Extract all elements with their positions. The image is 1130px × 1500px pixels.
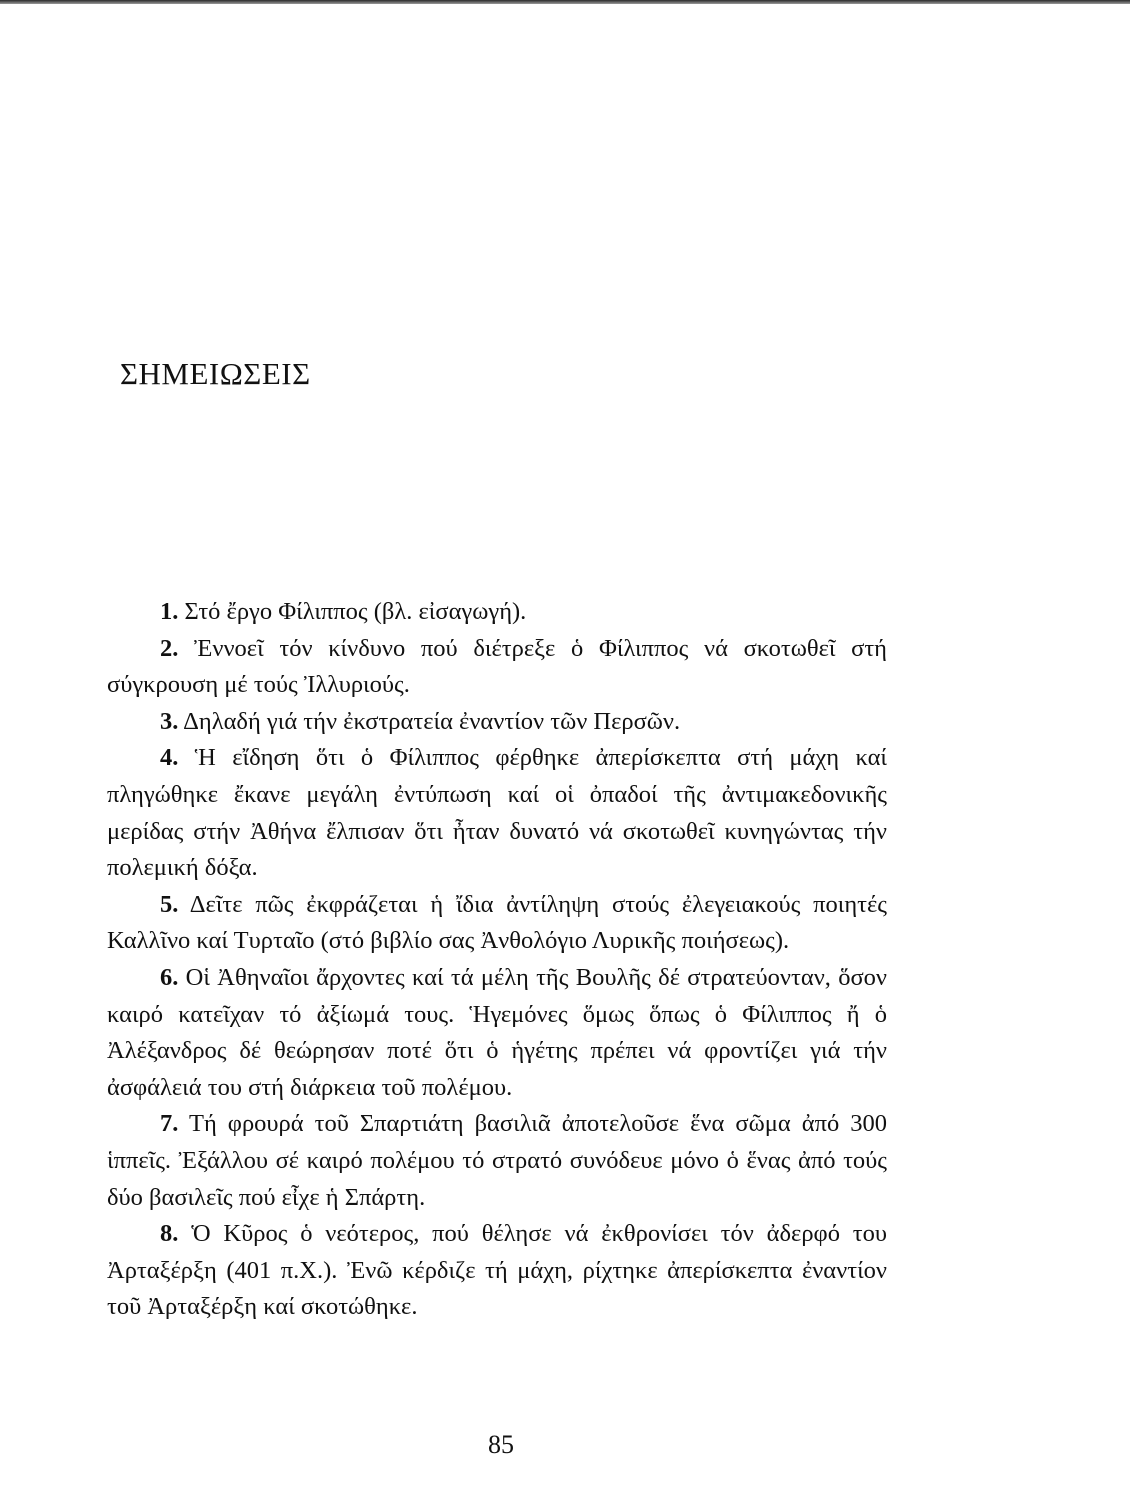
note-text: Ἡ εἴδηση ὅτι ὁ Φίλιππος φέρθηκε ἀπερίσκεπτα στή μάχη καί πληγώθηκε ἔκανε μεγάλη ἐντύπωση καί οἱ ὀπαδοί τῆς ἀντιμακεδονικῆς μερίδας στήν Ἀθήνα ἔλπισαν ὅτι ἦταν δυνατό νά σκοτωθεῖ κυνηγώντας τήν πολεμική δόξα. (107, 744, 887, 882)
notes-list (107, 594, 887, 1326)
note-number: 6. (160, 963, 179, 991)
section-heading: ΣΗΜΕΙΩΣΕΙΣ (120, 356, 311, 391)
note-text: Στό ἔργο Φίλιππος (βλ. εἰσαγωγή). (178, 598, 527, 625)
note-number: 7. (160, 1110, 179, 1138)
note-number: 1. (160, 598, 179, 625)
note-item (107, 704, 887, 741)
note-item (107, 631, 887, 704)
page-top-edge (0, 0, 1130, 4)
note-number: 8. (160, 1220, 179, 1248)
note-text: Δεῖτε πῶς ἐκφράζεται ἡ ἴδια ἀντίληψη στούς ἐλεγειακούς ποιητές Καλλῖνο καί Τυρταῖο (στό βιβλίο σας Ἀνθολόγιο Λυρικῆς ποιήσεως). (107, 890, 887, 955)
note-item (107, 1106, 887, 1216)
note-item (107, 960, 887, 1106)
note-text: Ἐννοεῖ τόν κίνδυνο πού διέτρεξε ὁ Φίλιππος νά σκοτωθεῖ στή σύγκρουση μέ τούς Ἰλλυριούς. (107, 634, 887, 699)
note-item (107, 594, 887, 631)
note-item (107, 740, 887, 886)
note-text: Δηλαδή γιά τήν ἐκστρατεία ἐναντίον τῶν Περσῶν. (178, 707, 681, 735)
note-item (107, 1216, 887, 1326)
note-text: Τή φρουρά τοῦ Σπαρτιάτη βασιλιᾶ ἀποτελοῦσε ἕνα σῶμα ἀπό 300 ἱππεῖς. Ἐξάλλου σέ καιρό πολέμου τό στρατό συνόδευε μόνο ὁ ἕνας ἀπό τούς δύο βασιλεῖς πού εἶχε ἡ Σπάρτη. (107, 1110, 887, 1211)
page-number: 85 (488, 1430, 514, 1459)
note-number: 5. (160, 890, 179, 918)
note-item (107, 887, 887, 960)
note-text: Οἱ Ἀθηναῖοι ἄρχοντες καί τά μέλη τῆς Βουλῆς δέ στρατεύονταν, ὅσον καιρό κατεῖχαν τό ἀξίωμά τους. Ἡγεμόνες ὅμως ὅπως ὁ Φίλιππος ἤ ὁ Ἀλέξανδρος δέ θεώρησαν ποτέ ὅτι ὁ ἡγέτης πρέπει νά φροντίζει γιά τήν ἀσφάλειά του στή διάρκεια τοῦ πολέμου. (107, 963, 887, 1101)
note-number: 3. (160, 707, 179, 735)
note-text: Ὁ Κῦρος ὁ νεότερος, πού θέλησε νά ἐκθρονίσει τόν ἀδερφό του Ἀρταξέρξη (401 π.Χ.). Ἐνῶ κέρδιζε τή μάχη, ρίχτηκε ἀπερίσκεπτα ἐναντίον τοῦ Ἀρταξέρξη καί σκοτώθηκε. (107, 1220, 887, 1321)
note-number: 2. (160, 634, 179, 662)
note-number: 4. (160, 744, 179, 772)
